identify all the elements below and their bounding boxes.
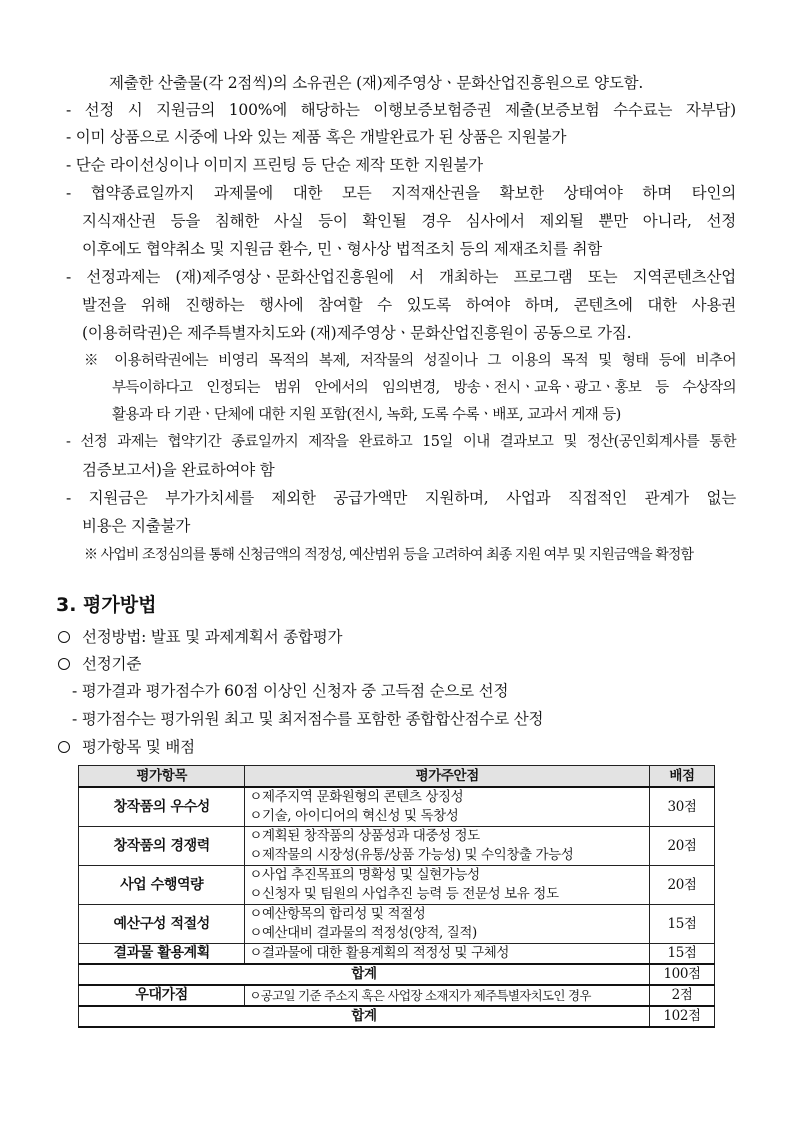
text-line: (이용허락권)은 제주특별자치도와 (재)제주영상ㆍ문화산업진흥원이 공동으로 가짐. <box>82 324 632 342</box>
criteria-line: - 평가점수는 평가위원 최고 및 최저점수를 포함한 종합합산점수로 산정 <box>72 710 544 728</box>
subtotal-score: 100점 <box>650 964 715 985</box>
text-line: 비용은 지출불가 <box>82 517 191 535</box>
bonus-row <box>79 985 715 1006</box>
row-item: 창작품의 우수성 <box>79 787 245 827</box>
table-row <box>79 827 715 866</box>
text-line: - 이미 상품으로 시중에 나와 있는 제품 혹은 개발완료가 된 상품은 지원불가 <box>66 128 567 146</box>
table-row <box>79 905 715 944</box>
note-line: 부득이하다고 인정되는 범위 안에서의 임의변경, 방송ㆍ전시ㆍ교육ㆍ광고ㆍ홍보 등 수상작의 <box>112 380 736 396</box>
text-line: 제출한 산출물(각 2점씩)의 소유권은 (재)제주영상ㆍ문화산업진흥원으로 양도함. <box>109 74 644 92</box>
note-line: ※ 사업비 조정심의를 통해 신청금액의 적정성, 예산범위 등을 고려하여 최종 지원 여부 및 지원금액을 확정함 <box>84 547 694 563</box>
table-row <box>79 944 715 965</box>
section-heading: 3. 평가방법 <box>56 594 157 616</box>
row-item: 결과물 활용계획 <box>79 944 245 965</box>
table-row <box>79 787 715 827</box>
row-score: 30점 <box>650 787 715 827</box>
row-points <box>245 866 650 905</box>
bullet-method <box>58 624 342 651</box>
bonus-score: 2점 <box>650 985 715 1006</box>
circle-bullet-icon <box>58 658 70 670</box>
text-line: - 선정 과제는 협약기간 종료일까지 제작을 완료하고 15일 이내 결과보고 및 정산(공인회계사를 통한 <box>66 434 736 450</box>
total-score: 102점 <box>650 1006 715 1027</box>
row-point: ㅇ기술, 아이디어의 혁신성 및 독창성 <box>249 808 459 824</box>
text-line: - 선정 시 지원금의 100%에 해당하는 이행보증보험증권 제출(보증보험 수수료는 자부담) <box>66 101 736 119</box>
row-point: ㅇ제작물의 시장성(유통/상품 가능성) 및 수익창출 가능성 <box>249 847 574 863</box>
header-item: 평가항목 <box>79 766 245 788</box>
row-points <box>245 787 650 827</box>
row-point: ㅇ계획된 창작품의 상품성과 대중성 정도 <box>249 828 480 844</box>
header-score: 배점 <box>650 766 715 788</box>
bullet-criteria <box>58 651 141 678</box>
row-score: 15점 <box>650 944 715 965</box>
subtotal-row <box>79 964 715 985</box>
row-point: ㅇ사업 추진목표의 명확성 및 실현가능성 <box>249 867 480 883</box>
header-point: 평가주안점 <box>245 766 650 788</box>
criteria-label: 선정기준 <box>82 655 142 673</box>
text-line: 발전을 위해 진행하는 행사에 참여할 수 있도록 하여야 하며, 콘텐츠에 대한 사용권 <box>82 296 736 314</box>
row-score: 15점 <box>650 905 715 944</box>
note-line: ※ 이용허락권에는 비영리 목적의 복제, 저작물의 성질이나 그 이용의 목적 및 형태 등에 비추어 <box>84 353 736 369</box>
row-points <box>245 905 650 944</box>
row-item: 사업 수행역량 <box>79 866 245 905</box>
text-line: - 선정과제는 (재)제주영상ㆍ문화산업진흥원에 서 개최하는 프로그램 또는 지역콘텐츠산업 <box>66 268 736 286</box>
row-item: 창작품의 경쟁력 <box>79 827 245 866</box>
table-header-row <box>79 766 715 788</box>
text-line: 지식재산권 등을 침해한 사실 등이 확인될 경우 심사에서 제외될 뿐만 아니라, 선정 <box>82 212 736 230</box>
text-line: 검증보고서)을 완료하여야 함 <box>82 461 275 479</box>
subtotal-label: 합계 <box>79 964 650 985</box>
circle-bullet-icon <box>58 631 70 643</box>
items-label: 평가항목 및 배점 <box>82 738 195 756</box>
table-row <box>79 866 715 905</box>
row-point: ㅇ예산대비 결과물의 적정성(양적, 질적) <box>249 925 477 941</box>
note-line: 활용과 타 기관ㆍ단체에 대한 지원 포함(전시, 녹화, 도록 수록ㆍ배포, 교과서 게재 등) <box>112 407 621 423</box>
text-line: - 지원금은 부가가치세를 제외한 공급가액만 지원하며, 사업과 직접적인 관계가 없는 <box>66 489 736 507</box>
bonus-point <box>245 985 650 1006</box>
text-line: 이후에도 협약취소 및 지원금 환수, 민ㆍ형사상 법적조치 등의 제재조치를 취함 <box>82 240 603 258</box>
row-point: ㅇ신청자 및 팀원의 사업추진 능력 등 전문성 보유 정도 <box>249 886 559 902</box>
circle-bullet-icon <box>58 741 70 753</box>
method-text: 선정방법: 발표 및 과제계획서 종합평가 <box>82 628 343 646</box>
bonus-point-text: ㅇ공고일 기준 주소지 혹은 사업장 소재지가 제주특별자치도인 경우 <box>249 988 591 1003</box>
total-row <box>79 1006 715 1027</box>
row-point: ㅇ제주지역 문화원형의 콘텐츠 상징성 <box>249 789 464 805</box>
row-point: ㅇ결과물에 대한 활용계획의 적정성 및 구체성 <box>249 945 509 961</box>
total-label: 합계 <box>79 1006 650 1027</box>
evaluation-table <box>78 765 715 1028</box>
text-line: - 단순 라이선싱이나 이미지 프린팅 등 단순 제작 또한 지원불가 <box>66 156 483 174</box>
bonus-item: 우대가점 <box>79 985 245 1006</box>
row-score: 20점 <box>650 866 715 905</box>
bullet-items <box>58 734 195 761</box>
row-points <box>245 944 650 965</box>
row-item: 예산구성 적절성 <box>79 905 245 944</box>
row-score: 20점 <box>650 827 715 866</box>
row-points <box>245 827 650 866</box>
text-line: - 협약종료일까지 과제물에 대한 모든 지적재산권을 확보한 상태여야 하며 타인의 <box>66 184 736 202</box>
criteria-line: - 평가결과 평가점수가 60점 이상인 신청자 중 고득점 순으로 선정 <box>72 682 509 700</box>
row-point: ㅇ예산항목의 합리성 및 적절성 <box>249 906 426 922</box>
